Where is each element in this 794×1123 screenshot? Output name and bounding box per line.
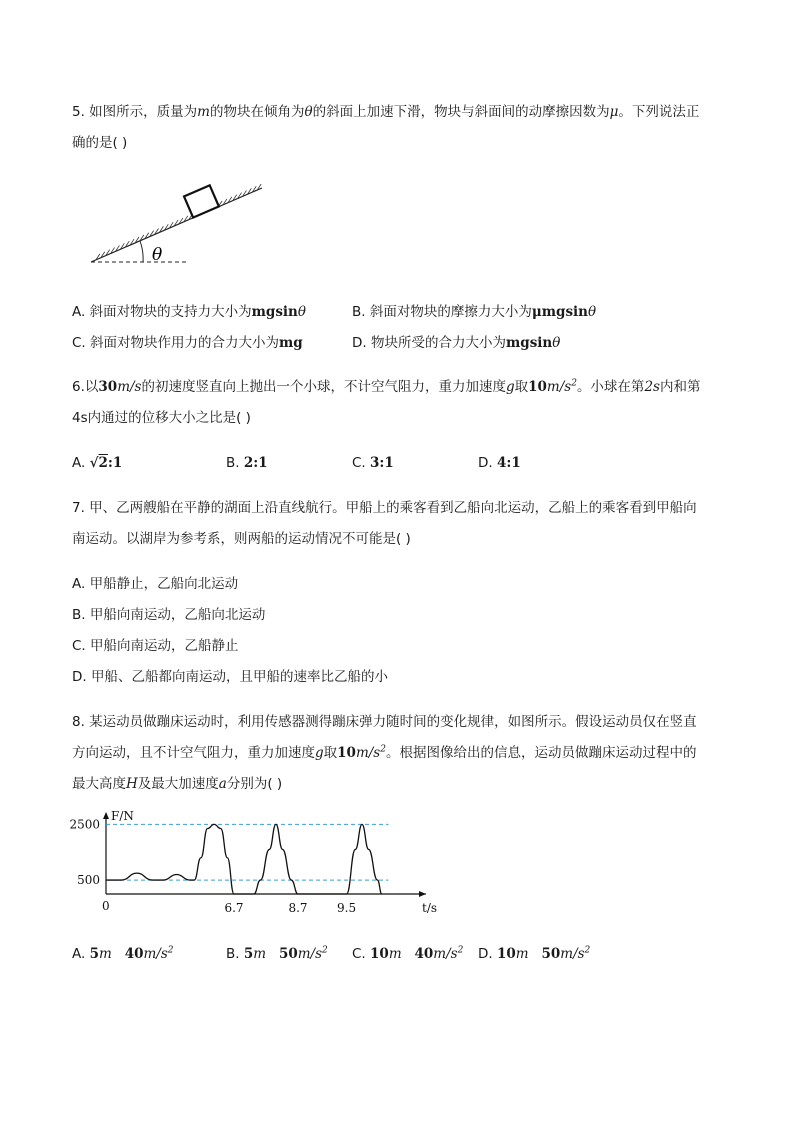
force-time-chart — [70, 808, 450, 923]
x-tick-label: 6.7 — [224, 901, 244, 915]
q7-option-d[interactable]: D. 甲船、乙船都向南运动，且甲船的速率比乙船的小 — [72, 669, 388, 685]
q8-stem-line1: 8. 某运动员做蹦床运动时，利用传感器测得蹦床弹力随时间的变化规律，如图所示。假设运动员仅在竖直 — [72, 714, 697, 730]
q5-option-a[interactable]: A. 斜面对物块的支持力大小为mgsinθ — [72, 304, 307, 320]
x-tick-label: 9.5 — [337, 901, 357, 915]
q8-option-b[interactable]: B. 5m $50m/s^2$ — [226, 945, 328, 962]
theta-symbol: θ — [304, 104, 313, 120]
q8-option-a[interactable]: A. 5m $40m/s^2$ — [72, 945, 174, 962]
q5-option-c[interactable]: C. 斜面对物块作用力的合力大小为mg — [72, 335, 303, 351]
q6-option-a[interactable]: A. √2:1 — [72, 455, 123, 471]
x-axis-label: t/s — [422, 901, 438, 915]
q6-option-c[interactable]: C. 3:1 — [352, 455, 394, 471]
q7-stem-line2: 南运动。以湖岸为参考系，则两船的运动情况不可能是( ) — [72, 531, 411, 547]
y-axis-label: F/N — [111, 809, 134, 823]
y-tick-label: 500 — [77, 873, 100, 888]
q7-option-b[interactable]: B. 甲船向南运动，乙船向北运动 — [72, 607, 266, 623]
y-tick-label: 2500 — [69, 817, 100, 832]
q6-stem-line2: 4s内通过的位移大小之比是( ) — [72, 410, 251, 426]
x-tick-label: 8.7 — [288, 901, 308, 915]
q5-stem-line2: 确的是( ) — [72, 135, 128, 151]
sqrt-expression: √2:1 — [89, 455, 123, 471]
angle-label: θ — [152, 245, 163, 265]
q5-option-d[interactable]: D. 物块所受的合力大小为mgsinθ — [352, 335, 561, 351]
x-axis-arrow — [419, 891, 426, 897]
q6-stem-line1: 6.以30m/s的初速度竖直向上抛出一个小球，不计空气阻力，重力加速度g取$10m/s^2$。小球在第2s内和第 — [72, 378, 701, 395]
incline-figure — [88, 180, 288, 280]
force-curve — [106, 824, 382, 894]
q7-option-a[interactable]: A. 甲船静止，乙船向北运动 — [72, 576, 239, 592]
q7-option-c[interactable]: C. 甲船向南运动，乙船静止 — [72, 638, 239, 654]
mu-symbol: μ — [609, 104, 619, 120]
q7-stem-line1: 7. 甲、乙两艘船在平静的湖面上沿直线航行。甲船上的乘客看到乙船向北运动，乙船上的乘客看到甲船向 — [72, 500, 697, 516]
q5-option-b[interactable]: B. 斜面对物块的摩擦力大小为μmgsinθ — [352, 304, 597, 320]
q8-option-c[interactable]: C. 10m $40m/s^2$ — [352, 945, 464, 962]
q8-stem-line3: 最大高度H及最大加速度a分别为( ) — [72, 776, 283, 792]
q5-stem-line1: 5. 如图所示，质量为m的物块在倾角为θ的斜面上加速下滑，物块与斜面间的动摩擦因数为μ。下列说法正 — [72, 104, 700, 120]
mass-symbol: m — [197, 104, 210, 120]
q6-option-d[interactable]: D. 4:1 — [478, 455, 521, 471]
origin-label: 0 — [102, 899, 110, 913]
y-axis-arrow — [103, 812, 109, 819]
q6-option-b[interactable]: B. 2:1 — [226, 455, 268, 471]
q8-stem-line2: 方向运动，且不计空气阻力，重力加速度g取$10m/s^2$。根据图像给出的信息，运动员做蹦床运动过程中的 — [72, 744, 697, 761]
q8-option-d[interactable]: D. 10m $50m/s^2$ — [478, 945, 591, 962]
